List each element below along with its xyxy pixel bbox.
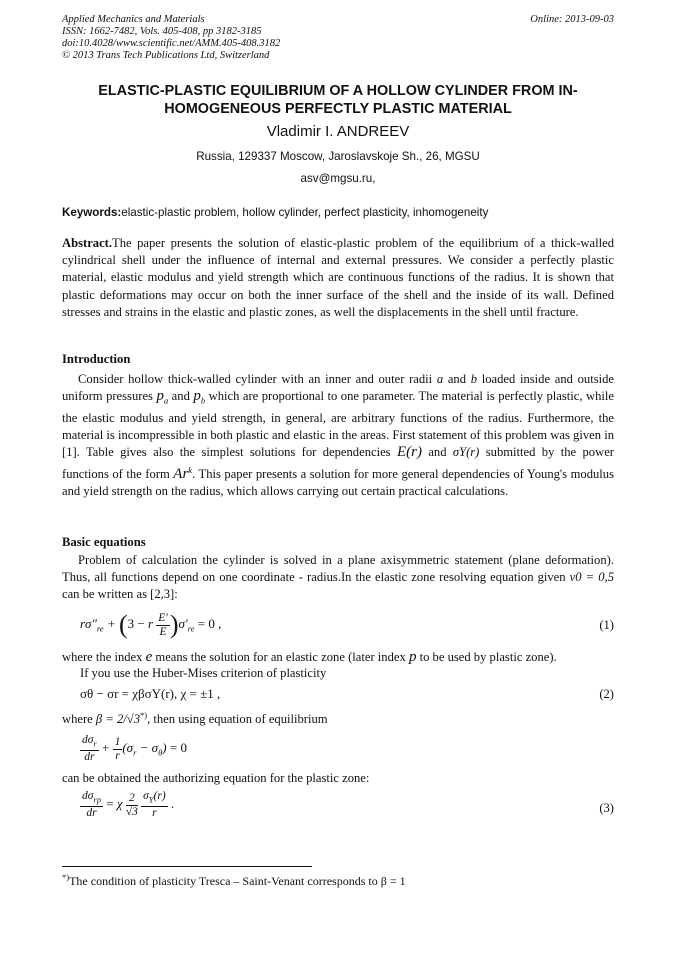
footnote: *)The condition of plasticity Tresca – Saint-Venant corresponds to β = 1: [62, 872, 406, 888]
introduction-paragraph: Consider hollow thick-walled cylinder with an inner and outer radii a and b loaded inside and outside uniform pressures $p_a$ and $p_b$ which are proportional to one parameter. The material is perfectly plastic, while the elastic modulus and yield strength, in general, are arbitrary functions of the radius. Furthermore, the material is incompressible in both plastic and elastic in the areas. First statement of this problem was given in [1]. Table gives also the simplest solutions for dependencies E(r) and σY(r) submitted by the power functions of the form Ar$^k$. This paper presents a solution for more general dependencies of Young's modulus and yield strength on the radius, which allows carrying out certain practical calculations.: [62, 372, 615, 498]
issn-line: ISSN: 1662-7482, Vols. 405-408, pp 3182-3185: [62, 26, 262, 37]
authorizing-text: can be obtained the authorizing equation for the plastic zone:: [62, 771, 370, 785]
equation-2: σθ − σr = χβσY(r), χ = ±1 ,: [80, 686, 221, 701]
equation-3-number: (3): [599, 801, 614, 815]
equation-3: $\frac{d\sigma_{rp}}{dr}$ = χ $\frac{2}{√3}$ $\frac{\sigma_Y(r)}{r}$ .: [82, 790, 175, 820]
keywords: [62, 206, 622, 219]
huber-mises-text: If you use the Huber-Mises criterion of plasticity: [80, 666, 327, 680]
equation-2-number: (2): [599, 687, 614, 701]
online-date: Online: 2013-09-03: [530, 14, 614, 25]
equation-1: $r\sigma''_{re} + (3 - r$ $\frac{E'}{E}$ )$\sigma'_{re} = 0$ ,: [80, 610, 222, 639]
abstract-text: The paper presents the solution of elastic-plastic problem of the equilibrium of a thick-walled cylindrical shell under the influence of internal and external pressures. We consider a perfectly plastic material, elastic modulus and yield strength which are continuous functions of the radius. It is shown that plastic deformations may occur on both the inner surface of the shell and the inside of its wall. Defined stresses and strains in the elastic and plastic zones, as well the displacements in the shell until fracture.: [62, 236, 614, 319]
beta-definition: where β = 2/√3*), then using equation of equilibrium: [62, 710, 328, 727]
affiliation: Russia, 129337 Moscow, Jaroslavskoje Sh., 26, MGSU: [196, 150, 480, 163]
footnote-rule: [62, 866, 312, 867]
keywords-label: Keywords:: [62, 206, 122, 219]
author-name: Vladimir I. ANDREEV: [266, 123, 410, 140]
abstract: [62, 235, 614, 321]
basic-equations-paragraph: Problem of calculation the cylinder is solved in a plane axisymmetric statement (plane deformation). Thus, all functions depend on one coordinate - radius.In the elastic zone resolving equation given ν0 = 0,5 can be written as [2,3]:: [62, 553, 614, 602]
copyright-line: © 2013 Trans Tech Publications Ltd, Switzerland: [62, 50, 270, 61]
keywords-text: elastic-plastic problem, hollow cylinder, perfect plasticity, inhomogeneity: [121, 206, 489, 219]
journal-name: Applied Mechanics and Materials: [62, 14, 205, 25]
doi-line: doi:10.4028/www.scientific.net/AMM.405-408.3182: [62, 38, 281, 49]
section-heading-basic-equations: Basic equations: [62, 535, 146, 549]
author-email: asv@mgsu.ru,: [300, 172, 376, 185]
abstract-label: Abstract.: [62, 236, 113, 250]
paper-title: ELASTIC-PLASTIC EQUILIBRIUM OF A HOLLOW CYLINDER FROM IN- HOMOGENEOUS PERFECTLY PLASTIC MATERIAL: [98, 83, 578, 117]
equilibrium-equation: $\frac{d\sigma_r}{dr}$ + $\frac{1}{r}$ $(\sigma_r - \sigma_\theta) = 0$: [82, 734, 187, 764]
index-explanation: where the index e means the solution for an elastic zone (later index p to be used by plastic zone).: [62, 649, 557, 665]
running-header: [62, 14, 614, 62]
section-heading-introduction: Introduction: [62, 352, 131, 366]
equation-1-number: (1): [599, 618, 614, 632]
